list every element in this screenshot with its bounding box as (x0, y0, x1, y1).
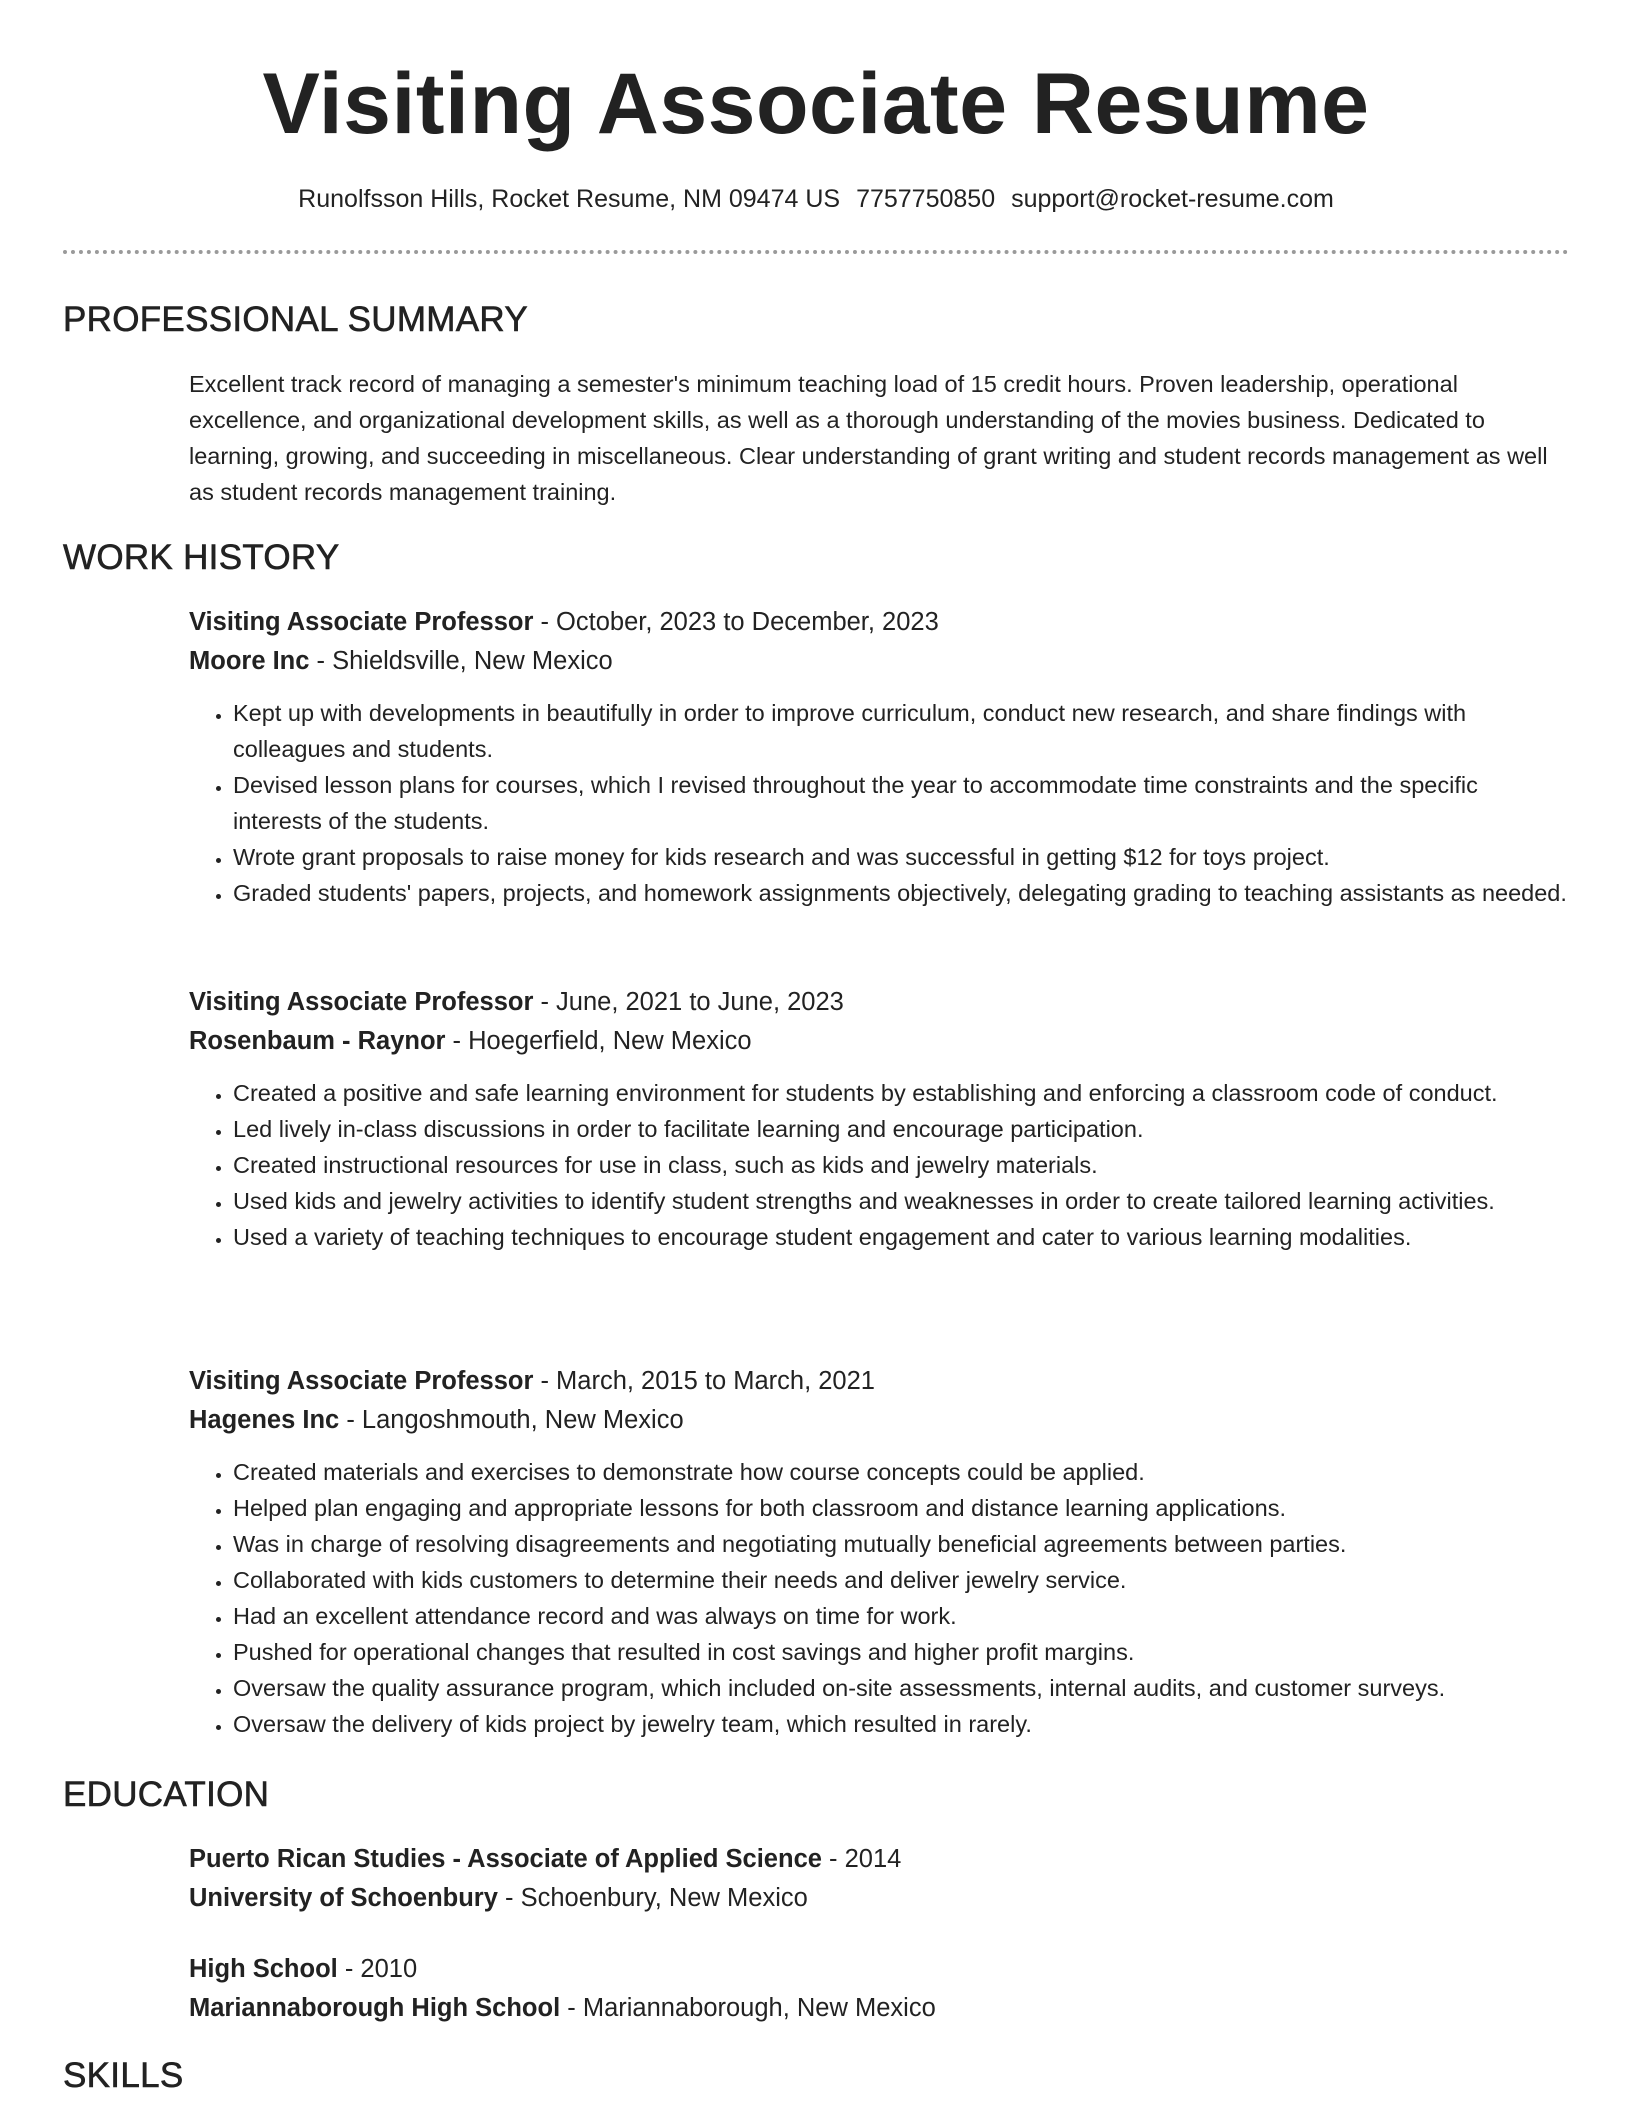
job-dates: - June, 2021 to June, 2023 (533, 988, 844, 1016)
duty-item: • Was in charge of resolving disagreements and negotiating mutually beneficial agreements between parties. (233, 1526, 1569, 1562)
job-location: - Shieldsville, New Mexico (309, 647, 613, 675)
contact-address: Runolfsson Hills, Rocket Resume, NM 09474 US (298, 185, 841, 213)
duty-item: • Had an excellent attendance record and was always on time for work. (233, 1598, 1569, 1634)
job-title-line (189, 603, 1569, 642)
job-location: - Langoshmouth, New Mexico (339, 1406, 684, 1434)
duty-item: • Pushed for operational changes that resulted in cost savings and higher profit margins. (233, 1634, 1569, 1670)
summary-text: Excellent track record of managing a semester's minimum teaching load of 15 credit hours. Proven leadership, operational excellence, and organizational development skills, as well as a thorough understanding of the movies business. Dedicated to learning, growing, and succeeding in miscellaneous. Clear understanding of grant writing and student records management as well as student records management training. (189, 371, 1548, 505)
duty-item: • Created instructional resources for use in class, such as kids and jewelry materials. (233, 1147, 1569, 1183)
work-history-heading: WORK HISTORY (63, 538, 340, 577)
duty-item: • Kept up with developments in beautifully in order to improve curriculum, conduct new research, and share findings with colleagues and students. (233, 695, 1569, 767)
duty-item: • Wrote grant proposals to raise money for kids research and was successful in getting $12 for toys project. (233, 839, 1569, 875)
job-title-line (189, 1362, 1569, 1401)
summary-heading: PROFESSIONAL SUMMARY (63, 300, 528, 339)
school-location: - Schoenbury, New Mexico (497, 1884, 808, 1912)
skills-heading: SKILLS (63, 2056, 184, 2095)
job-entry (189, 603, 1569, 911)
degree-name: Puerto Rican Studies - Associate of Applied Science (189, 1845, 822, 1873)
duty-item: • Created a positive and safe learning environment for students by establishing and enforcing a classroom code of conduct. (233, 1075, 1569, 1111)
job-title: Visiting Associate Professor (189, 608, 534, 636)
job-company-line (189, 642, 1569, 681)
duty-item: • Oversaw the quality assurance program, which included on-site assessments, internal audits, and customer surveys. (233, 1670, 1569, 1706)
job-duties-list (189, 695, 1569, 911)
job-location: - Hoegerfield, New Mexico (445, 1027, 752, 1055)
job-duties-list (189, 1454, 1569, 1742)
degree-year: - 2014 (821, 1845, 902, 1873)
job-entry (189, 1362, 1569, 1742)
job-company: Rosenbaum - Raynor (189, 1027, 446, 1055)
duty-item: • Used kids and jewelry activities to identify student strengths and weaknesses in order to create tailored learning activities. (233, 1183, 1569, 1219)
duty-item: • Used a variety of teaching techniques to encourage student engagement and cater to various learning modalities. (233, 1219, 1569, 1255)
education-entry (189, 1950, 1569, 2028)
duty-item: • Devised lesson plans for courses, which I revised throughout the year to accommodate time constraints and the specific interests of the students. (233, 767, 1569, 839)
degree-line (189, 1950, 1569, 1989)
school-line (189, 1989, 1569, 2028)
job-company-line (189, 1401, 1569, 1440)
school-line (189, 1879, 1569, 1918)
duty-item: • Collaborated with kids customers to determine their needs and deliver jewelry service. (233, 1562, 1569, 1598)
job-dates: - October, 2023 to December, 2023 (533, 608, 939, 636)
job-company-line (189, 1022, 1569, 1061)
school-location: - Mariannaborough, New Mexico (560, 1994, 936, 2022)
duty-item: • Led lively in-class discussions in order to facilitate learning and encourage participation. (233, 1111, 1569, 1147)
job-company: Hagenes Inc (189, 1406, 340, 1434)
duty-item: • Graded students' papers, projects, and homework assignments objectively, delegating grading to teaching assistants as needed. (233, 875, 1569, 911)
duty-item: • Oversaw the delivery of kids project by jewelry team, which resulted in rarely. (233, 1706, 1569, 1742)
job-entry (189, 983, 1569, 1255)
job-title: Visiting Associate Professor (189, 988, 534, 1016)
degree-year: - 2010 (337, 1955, 418, 1983)
resume-title: Visiting Associate Resume (262, 56, 1370, 152)
school-name: Mariannaborough High School (189, 1994, 561, 2022)
education-entry (189, 1840, 1569, 1918)
job-dates: - March, 2015 to March, 2021 (533, 1367, 875, 1395)
contact-email[interactable]: support@rocket-resume.com (1011, 185, 1334, 213)
degree-line (189, 1840, 1569, 1879)
job-duties-list (189, 1075, 1569, 1255)
job-title: Visiting Associate Professor (189, 1367, 534, 1395)
school-name: University of Schoenbury (189, 1884, 498, 1912)
job-title-line (189, 983, 1569, 1022)
duty-item: • Helped plan engaging and appropriate lessons for both classroom and distance learning applications. (233, 1490, 1569, 1526)
contact-phone: 7757750850 (856, 185, 996, 213)
contact-line (0, 182, 1632, 216)
education-heading: EDUCATION (63, 1775, 270, 1814)
job-company: Moore Inc (189, 647, 310, 675)
duty-item: • Created materials and exercises to demonstrate how course concepts could be applied. (233, 1454, 1569, 1490)
header-divider (63, 250, 1569, 254)
degree-name: High School (189, 1955, 338, 1983)
